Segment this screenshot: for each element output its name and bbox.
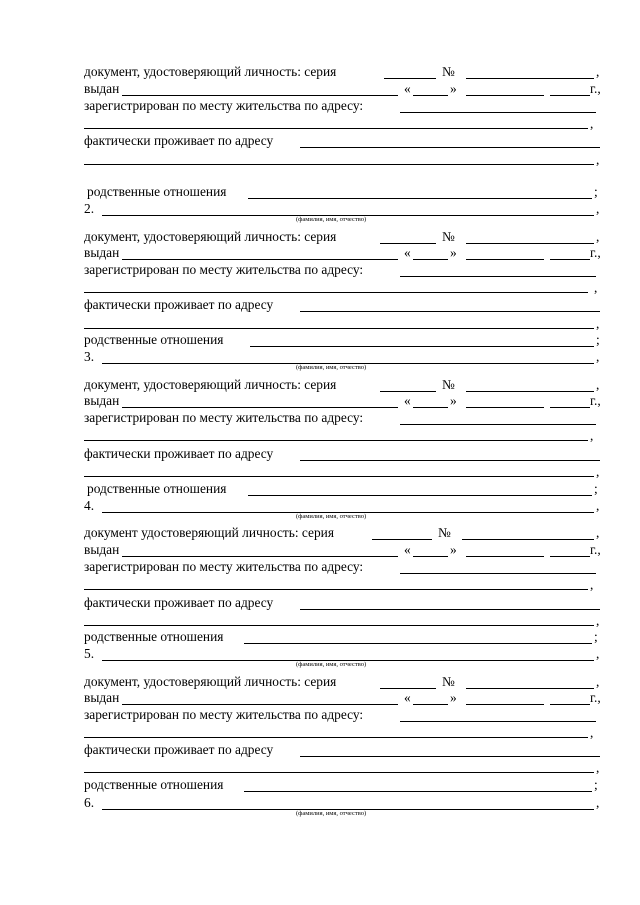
actual-address-label: фактически проживает по адресу — [84, 446, 274, 461]
registered-label: зарегистрирован по месту жительства по адресу: — [84, 707, 364, 722]
issue-day-field[interactable] — [413, 95, 448, 96]
actual-address-field-2[interactable] — [84, 625, 594, 626]
comma: , — [596, 498, 600, 513]
number-sign: № — [442, 229, 455, 244]
registered-label: зарегистрирован по месту жительства по адресу: — [84, 410, 364, 425]
registered-label: зарегистрирован по месту жительства по адресу: — [84, 559, 364, 574]
registered-label: зарегистрирован по месту жительства по адресу: — [84, 262, 364, 277]
comma: , — [596, 674, 600, 689]
registered-label: зарегистрирован по месту жительства по адресу: — [84, 98, 364, 113]
comma: , — [596, 760, 600, 775]
doc-number-field[interactable] — [466, 391, 594, 392]
quote-close: » — [450, 542, 457, 557]
issued-by-field[interactable] — [122, 556, 398, 557]
actual-address-field-2[interactable] — [84, 164, 594, 165]
registered-address-field[interactable] — [400, 276, 596, 277]
issue-day-field[interactable] — [413, 259, 448, 260]
quote-open: « — [404, 393, 411, 408]
quote-close: » — [450, 245, 457, 260]
issued-by-field[interactable] — [122, 407, 398, 408]
comma: , — [596, 613, 600, 628]
relationship-field[interactable] — [244, 643, 592, 644]
actual-address-label: фактически проживает по адресу — [84, 742, 274, 757]
comma: , — [590, 577, 594, 592]
issued-by-field[interactable] — [122, 704, 398, 705]
actual-address-label: фактически проживает по адресу — [84, 297, 274, 312]
issue-year-field[interactable] — [550, 407, 590, 408]
document-label: документ, удостоверяющий личность: серия — [84, 64, 337, 79]
document-label: документ удостоверяющий личность: серия — [84, 525, 334, 540]
comma: , — [590, 725, 594, 740]
year-suffix: г., — [590, 245, 601, 260]
registered-address-field[interactable] — [400, 424, 596, 425]
number-sign: № — [442, 674, 455, 689]
comma: , — [590, 428, 594, 443]
comma: , — [596, 795, 600, 810]
comma: , — [596, 229, 600, 244]
relationship-label: родственные отношения — [87, 184, 227, 199]
issued-by-field[interactable] — [122, 95, 398, 96]
quote-close: » — [450, 393, 457, 408]
registered-address-field-2[interactable] — [84, 737, 588, 738]
series-field[interactable] — [380, 688, 436, 689]
issue-month-field[interactable] — [466, 556, 544, 557]
registered-address-field[interactable] — [400, 721, 596, 722]
issue-month-field[interactable] — [466, 95, 544, 96]
entry-number: 6. — [84, 795, 95, 810]
registered-address-field[interactable] — [400, 112, 596, 113]
registered-address-field[interactable] — [400, 573, 596, 574]
semicolon: ; — [594, 777, 598, 792]
registered-address-field-2[interactable] — [84, 128, 588, 129]
fio-caption: (фамилия, имя, отчество) — [296, 513, 367, 520]
comma: , — [596, 646, 600, 661]
issue-month-field[interactable] — [466, 704, 544, 705]
issue-month-field[interactable] — [466, 259, 544, 260]
number-sign: № — [442, 64, 455, 79]
relationship-label: родственные отношения — [84, 332, 224, 347]
year-suffix: г., — [590, 542, 601, 557]
comma: , — [594, 280, 598, 295]
registered-address-field-2[interactable] — [84, 440, 588, 441]
relationship-field[interactable] — [250, 346, 594, 347]
quote-close: » — [450, 690, 457, 705]
issue-year-field[interactable] — [550, 704, 590, 705]
fio-caption: (фамилия, имя, отчество) — [296, 661, 367, 668]
number-sign: № — [442, 377, 455, 392]
comma: , — [596, 525, 600, 540]
doc-number-field[interactable] — [462, 539, 594, 540]
issue-day-field[interactable] — [413, 407, 448, 408]
year-suffix: г., — [590, 393, 601, 408]
series-field[interactable] — [380, 243, 436, 244]
comma: , — [596, 349, 600, 364]
year-suffix: г., — [590, 690, 601, 705]
series-field[interactable] — [380, 391, 436, 392]
semicolon: ; — [594, 184, 598, 199]
comma: , — [596, 201, 600, 216]
doc-number-field[interactable] — [466, 243, 594, 244]
document-label: документ, удостоверяющий личность: серия — [84, 377, 337, 392]
comma: , — [596, 152, 600, 167]
actual-address-field[interactable] — [300, 756, 600, 757]
fio-caption: (фамилия, имя, отчество) — [296, 810, 367, 817]
relationship-field[interactable] — [248, 495, 592, 496]
quote-open: « — [404, 542, 411, 557]
actual-address-field-2[interactable] — [84, 772, 594, 773]
issued-by-field[interactable] — [122, 259, 398, 260]
comma: , — [590, 116, 594, 131]
issue-day-field[interactable] — [413, 556, 448, 557]
fio-caption: (фамилия, имя, отчество) — [296, 364, 367, 371]
issued-label: выдан — [84, 245, 120, 260]
entry-number: 4. — [84, 498, 95, 513]
actual-address-field-2[interactable] — [84, 476, 594, 477]
actual-address-field[interactable] — [300, 609, 600, 610]
doc-number-field[interactable] — [466, 78, 594, 79]
issue-year-field[interactable] — [550, 95, 590, 96]
entry-number: 5. — [84, 646, 95, 661]
year-suffix: г., — [590, 81, 601, 96]
issued-label: выдан — [84, 81, 120, 96]
actual-address-label: фактически проживает по адресу — [84, 595, 274, 610]
series-field[interactable] — [372, 539, 432, 540]
relationship-label: родственные отношения — [84, 629, 224, 644]
issued-label: выдан — [84, 542, 120, 557]
actual-address-field[interactable] — [300, 311, 600, 312]
relationship-label: родственные отношения — [87, 481, 227, 496]
quote-open: « — [404, 245, 411, 260]
document-label: документ, удостоверяющий личность: серия — [84, 674, 337, 689]
entry-number: 3. — [84, 349, 95, 364]
document-label: документ, удостоверяющий личность: серия — [84, 229, 337, 244]
series-field[interactable] — [384, 78, 436, 79]
comma: , — [596, 464, 600, 479]
semicolon: ; — [594, 629, 598, 644]
registered-address-field-2[interactable] — [84, 589, 588, 590]
quote-open: « — [404, 81, 411, 96]
comma: , — [596, 377, 600, 392]
fio-caption: (фамилия, имя, отчество) — [296, 216, 367, 223]
comma: , — [596, 316, 600, 331]
issue-month-field[interactable] — [466, 407, 544, 408]
number-sign: № — [438, 525, 451, 540]
actual-address-field[interactable] — [300, 460, 600, 461]
semicolon: ; — [594, 481, 598, 496]
issue-year-field[interactable] — [550, 259, 590, 260]
issued-label: выдан — [84, 690, 120, 705]
issue-year-field[interactable] — [550, 556, 590, 557]
relationship-label: родственные отношения — [84, 777, 224, 792]
issue-day-field[interactable] — [413, 704, 448, 705]
semicolon: ; — [596, 332, 600, 347]
actual-address-label: фактически проживает по адресу — [84, 133, 274, 148]
quote-close: » — [450, 81, 457, 96]
doc-number-field[interactable] — [466, 688, 594, 689]
actual-address-field[interactable] — [300, 147, 600, 148]
actual-address-field-2[interactable] — [84, 328, 594, 329]
entry-number: 2. — [84, 201, 95, 216]
registered-address-field-2[interactable] — [84, 292, 588, 293]
comma: , — [596, 64, 600, 79]
quote-open: « — [404, 690, 411, 705]
relationship-field[interactable] — [244, 791, 592, 792]
issued-label: выдан — [84, 393, 120, 408]
relationship-field[interactable] — [248, 198, 592, 199]
